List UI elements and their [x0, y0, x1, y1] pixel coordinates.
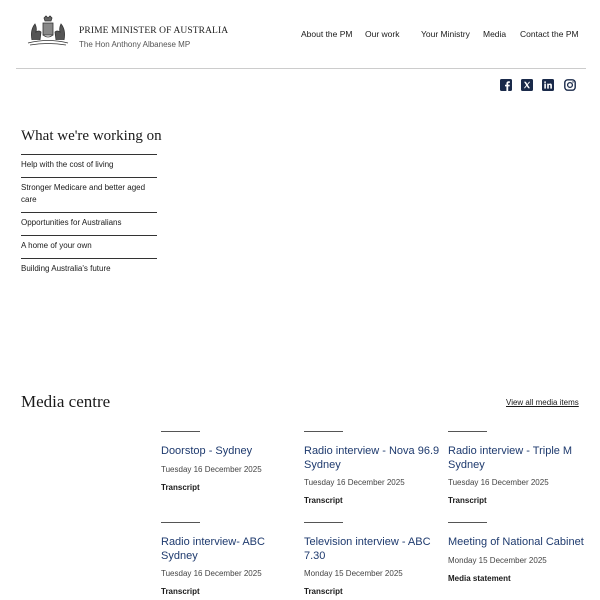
nav-your-ministry[interactable]: Your Ministry: [421, 29, 470, 39]
media-card: [304, 522, 440, 596]
working-on-item-home[interactable]: A home of your own: [21, 235, 157, 258]
coat-of-arms-icon[interactable]: [24, 14, 72, 48]
media-card-title[interactable]: Doorstop - Sydney: [161, 445, 253, 457]
media-card-type: Transcript: [304, 496, 343, 505]
media-card: [448, 431, 584, 505]
media-card-date: Tuesday 16 December 2025: [304, 478, 405, 487]
media-card-date: Monday 15 December 2025: [304, 569, 403, 578]
media-card-date: Tuesday 16 December 2025: [161, 464, 262, 474]
card-divider: [161, 431, 200, 432]
media-card-type: Transcript: [304, 587, 343, 596]
working-on-item-opportunities[interactable]: Opportunities for Australians: [21, 212, 157, 235]
media-card-title[interactable]: Radio interview- ABC Sydney: [161, 536, 265, 562]
site-header: [0, 0, 600, 68]
media-card: [161, 431, 297, 492]
working-on-item-future[interactable]: Building Australia's future: [21, 258, 157, 281]
nav-media[interactable]: Media: [483, 29, 507, 39]
media-card: [448, 522, 584, 583]
card-divider: [448, 431, 487, 432]
x-icon[interactable]: [521, 79, 533, 91]
media-card-date: Tuesday 16 December 2025: [448, 478, 549, 487]
card-divider: [304, 522, 343, 523]
media-card-title[interactable]: Television interview - ABC 7.30: [304, 536, 431, 562]
nav-our-work[interactable]: Our work: [365, 29, 400, 39]
media-card-date: Tuesday 16 December 2025: [161, 569, 262, 578]
media-card-title[interactable]: Radio interview - Nova 96.9 Sydney: [304, 445, 440, 471]
card-divider: [161, 522, 200, 523]
media-card-date: Monday 15 December 2025: [448, 555, 547, 565]
nav-about-the-pm[interactable]: About the PM: [301, 29, 353, 39]
media-card-type: Transcript: [448, 496, 487, 505]
media-card-title[interactable]: Radio interview - Triple M Sydney: [448, 445, 573, 471]
media-centre-heading: Media centre: [21, 392, 111, 411]
card-divider: [304, 431, 343, 432]
nav-contact-the-pm[interactable]: Contact the PM: [520, 29, 579, 39]
working-on-item-medicare[interactable]: Stronger Medicare and better aged care: [21, 177, 157, 212]
org-name[interactable]: PRIME MINISTER OF AUSTRALIA: [79, 26, 229, 36]
media-card-type: Transcript: [161, 587, 200, 596]
working-on-list: [21, 154, 157, 281]
media-card: [161, 522, 297, 596]
header-divider: [16, 68, 586, 69]
view-all-media-link[interactable]: View all media items: [506, 398, 579, 407]
card-divider: [448, 522, 487, 523]
media-card: [304, 431, 440, 505]
instagram-icon[interactable]: [564, 79, 576, 91]
linkedin-icon[interactable]: [542, 79, 554, 91]
media-card-title[interactable]: Meeting of National Cabinet: [448, 536, 584, 548]
working-on-heading: What we're working on: [21, 128, 162, 144]
facebook-icon[interactable]: [500, 79, 512, 91]
working-on-item-cost-of-living[interactable]: Help with the cost of living: [21, 154, 157, 177]
media-card-type: Media statement: [448, 573, 511, 583]
media-card-type: Transcript: [161, 482, 200, 492]
org-subtitle: The Hon Anthony Albanese MP: [79, 40, 191, 49]
